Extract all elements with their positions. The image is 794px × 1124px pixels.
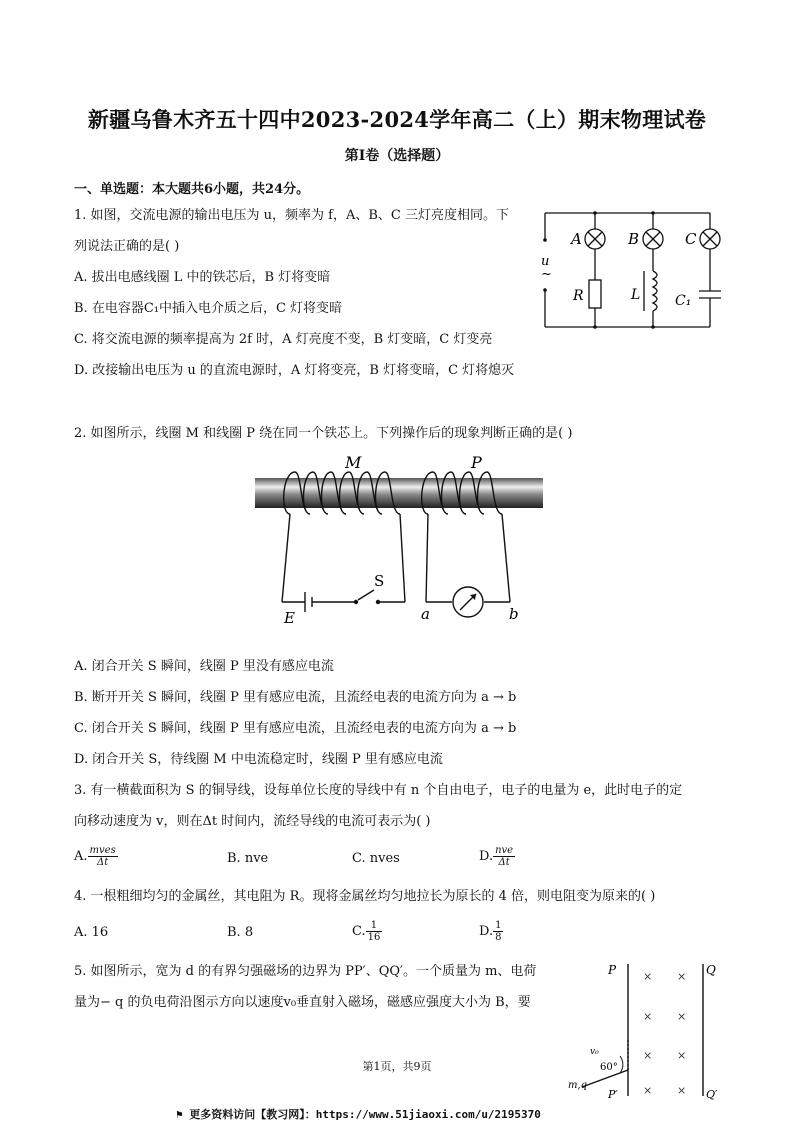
q5-label-angle: 60° [600, 1062, 618, 1073]
q1-label-a: A [571, 230, 582, 248]
q1-option-a: A. 拔出电感线圈 L 中的铁芯后，B 灯将变暗 [74, 270, 331, 285]
q4-option-c-fraction: $\frac{1}{16}$ [367, 920, 381, 943]
q5-magnetic-field-diagram [560, 958, 735, 1100]
q5-label-p: P [608, 963, 617, 977]
q1-label-u: u [541, 254, 550, 269]
q5-label-q-prime: Q′ [706, 1088, 718, 1100]
section-heading: 一、单选题：本大题共6小题，共24分。 [74, 182, 310, 197]
q5-label-v0: v₀ [590, 1047, 599, 1057]
svg-text:×: × [643, 1084, 653, 1097]
q2-option-c: C. 闭合开关 S 瞬间，线圈 P 里有感应电流，且流经电表的电流方向为 a → b [74, 721, 517, 736]
q3-option-d: D. $\frac{\text{nve}}{\Delta t}$ [479, 845, 514, 868]
svg-text:×: × [677, 1010, 687, 1023]
svg-text:×: × [643, 1010, 653, 1023]
svg-text:×: × [677, 970, 687, 983]
q1-option-c: C. 将交流电源的频率提高为 2f 时，A 灯亮度不变，B 灯变暗，C 灯变亮 [74, 332, 493, 347]
q3-stem-line2: 向移动速度为 v，则在Δt 时间内，流经导线的电流可表示为( ) [74, 814, 431, 829]
iron-core [255, 478, 543, 508]
q5-label-q: Q [706, 963, 716, 977]
q1-label-l: L [631, 287, 641, 303]
q5-label-p-prime: P′ [608, 1088, 618, 1100]
q4-option-d: D. $\frac{1}{8}$ [479, 920, 502, 943]
q2-label-e: E [284, 609, 295, 627]
q5-stem-line1: 5. 如图所示，宽为 d 的有界匀强磁场的边界为 PP′、QQ′。一个质量为 m、电荷 [74, 964, 537, 979]
q2-stem: 2. 如图所示，线圈 M 和线圈 P 绕在同一个铁芯上。下列操作后的现象判断正确的是( ) [74, 426, 573, 441]
q4-stem: 4. 一根粗细均匀的金属丝，其电阻为 R。现将金属丝均匀地拉长为原长的 4 倍，则电阻变为原来的( ) [74, 889, 656, 904]
flag-icon: ⚑ [176, 1108, 190, 1121]
page-number: 第1页，共9页 [362, 1060, 432, 1073]
page-title: 新疆乌鲁木齐五十四中2023-2024学年高二（上）期末物理试卷 [87, 107, 707, 132]
q1-label-ac: ~ [541, 267, 552, 282]
q3-stem-line1: 3. 有一横截面积为 S 的铜导线，设每单位长度的导线中有 n 个自由电子，电子的电量为 e，此时电子的定 [74, 783, 683, 798]
q3-option-b: B. nve [227, 851, 269, 866]
svg-text:×: × [643, 1049, 653, 1062]
q3-option-a: A. $\frac{\text{mves}}{\Delta t}$ [74, 845, 116, 868]
q2-label-s: S [374, 572, 385, 590]
q4-option-b: B. 8 [227, 925, 254, 940]
q2-label-b: b [509, 605, 519, 623]
q4-option-d-fraction: $\frac{1}{8}$ [495, 920, 502, 943]
q1-stem-line1: 1. 如图，交流电源的输出电压为 u，频率为 f，A、B、C 三灯亮度相同。下 [74, 208, 510, 223]
q5-stem-line2: 量为− q 的负电荷沿图示方向以速度v₀垂直射入磁场，磁感应强度大小为 B，要 [74, 995, 531, 1010]
q1-label-c: C [685, 230, 697, 248]
q1-option-d: D. 改接输出电压为 u 的直流电源时，A 灯将变亮，B 灯将变暗，C 灯将熄灭 [74, 363, 515, 378]
q2-label-m: M [345, 453, 362, 472]
svg-text:×: × [643, 970, 653, 983]
svg-text:×: × [677, 1084, 687, 1097]
resource-banner: ⚑ 更多资料访问【教习网】：https://www.51jiaoxi.com/u/2195370 [176, 1108, 541, 1121]
q1-label-r: R [573, 288, 584, 304]
q2-label-a: a [421, 605, 430, 623]
q1-label-c1: C₁ [675, 293, 692, 309]
q2-option-a: A. 闭合开关 S 瞬间，线圈 P 里没有感应电流 [74, 659, 334, 674]
svg-text:×: × [677, 1049, 687, 1062]
q1-stem-line2: 列说法正确的是( ) [74, 239, 180, 254]
q1-label-b: B [628, 230, 640, 248]
q4-option-c: C. $\frac{1}{16}$ [352, 920, 381, 943]
q3-option-a-fraction: $\frac{\text{mves}}{\Delta t}$ [89, 845, 116, 868]
q4-option-a: A. 16 [74, 925, 109, 940]
volume-subtitle: 第I卷（选择题） [344, 148, 450, 164]
q1-option-b: B. 在电容器C₁中插入电介质之后，C 灯将变暗 [74, 301, 343, 316]
q2-option-b: B. 断开开关 S 瞬间，线圈 P 里有感应电流，且流经电表的电流方向为 a → b [74, 690, 517, 705]
q1-circuit-diagram [535, 205, 725, 335]
q3-option-d-fraction: $\frac{\text{nve}}{\Delta t}$ [495, 845, 514, 868]
q2-coil-diagram [250, 452, 550, 627]
q2-option-d: D. 闭合开关 S，待线圈 M 中电流稳定时，线圈 P 里有感应电流 [74, 752, 443, 767]
q2-label-p: P [471, 453, 482, 472]
q5-label-mq: m,q [568, 1080, 588, 1091]
q3-option-c: C. nves [352, 851, 400, 866]
